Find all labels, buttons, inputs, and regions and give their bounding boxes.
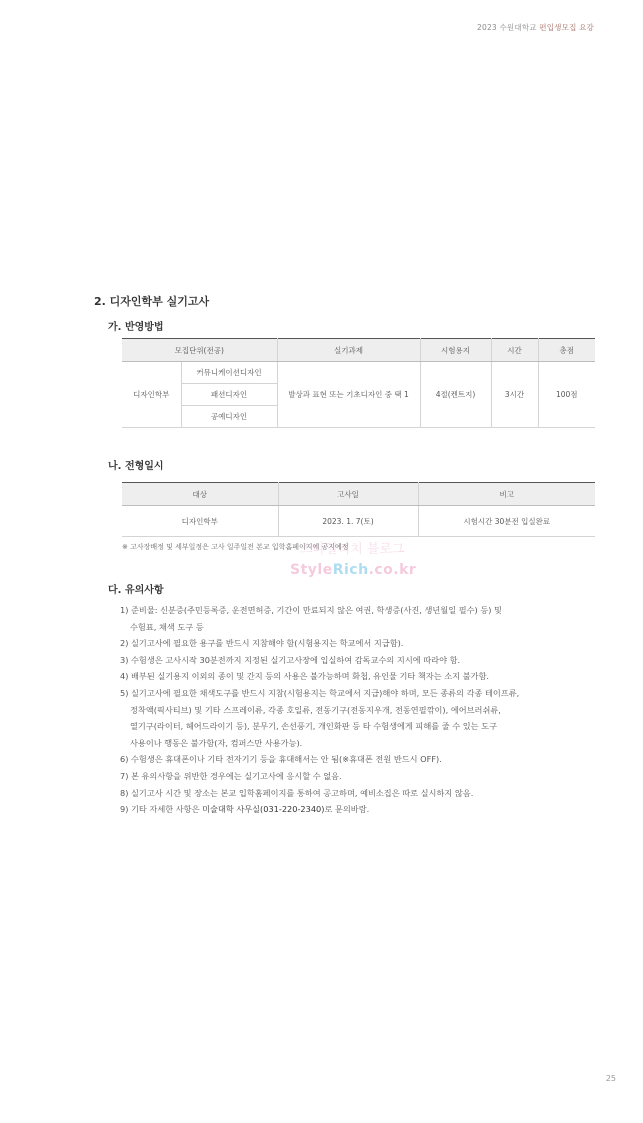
col-header-target: 대상 [122, 483, 278, 506]
subsection-c-title: 다. 유의사항 [108, 585, 164, 596]
date-cell: 2023. 1. 7(토) [278, 506, 418, 537]
page-number: 25 [605, 1074, 616, 1083]
watermark-part2: Rich [332, 562, 369, 578]
col-header-time: 시간 [491, 339, 538, 362]
col-header-score: 총점 [538, 339, 595, 362]
major-cell: 패션디자인 [181, 384, 277, 406]
section-title: 2. 디자인학부 실기고사 [94, 295, 210, 308]
page-header [477, 22, 594, 33]
col-header-task: 실기과제 [277, 339, 420, 362]
watermark [290, 562, 416, 578]
watermark-part3: .co.kr [368, 562, 417, 578]
list-item: 1) 준비물: 신분증(주민등록증, 운전면허증, 기간이 만료되지 않은 여권, 학생증(사진, 생년월일 필수) 등) 및 [120, 605, 502, 615]
col-header-date: 고사일 [278, 483, 418, 506]
paper-cell: 4절(켄트지) [420, 362, 491, 428]
col-header-paper: 시험용지 [420, 339, 491, 362]
faculty-cell: 디자인학부 [122, 362, 181, 428]
watermark-korean: 스타일리치 블로그 [300, 542, 405, 557]
list-item: 4) 배부된 실기용지 이외의 종이 및 간지 등의 사용은 불가능하며 화첩, 유인물 기타 책자는 소지 불가함. [120, 671, 490, 682]
contact-suffix: 로 문의바람. [324, 804, 370, 815]
precautions-list [120, 602, 600, 818]
list-item-continuation: 정착액(픽사티브) 및 기타 스프레이류, 각종 호일류, 전동기구(전동지우개, 전동연필깎이), 에어브러쉬류, [130, 704, 501, 715]
list-item-contact [120, 801, 600, 818]
subsection-a-title: 가. 반영방법 [108, 322, 164, 333]
list-item: 3) 수험생은 고사시작 30분전까지 지정된 실기고사장에 입실하여 감독교수의 지시에 따라야 함. [120, 654, 461, 665]
subsection-b-title: 나. 전형일시 [108, 461, 164, 472]
watermark-part1: Style [290, 562, 333, 578]
reflection-method-table [122, 338, 595, 428]
list-item-continuation: 열기구(라이터, 헤어드라이기 등), 분무기, 손선풍기, 개인화판 등 타 수험생에게 피해를 줄 수 있는 도구 [130, 721, 497, 732]
major-cell: 공예디자인 [181, 406, 277, 428]
list-item: 6) 수험생은 휴대폰이나 기타 전자기기 등을 휴대해서는 안 됨(※휴대폰 전원 반드시 OFF). [120, 754, 442, 765]
col-header-remark: 비고 [418, 483, 595, 506]
major-cell: 커뮤니케이션디자인 [181, 362, 277, 384]
target-cell: 디자인학부 [122, 506, 278, 537]
list-item: 8) 실기고사 시간 및 장소는 본교 입학홈페이지를 통하여 공고하며, 예비소집은 따로 실시하지 않음. [120, 787, 474, 798]
header-text: 2023 수원대학교 [477, 23, 540, 32]
list-item: 5) 실기고사에 필요한 채색도구를 반드시 지참(시험용지는 학교에서 지급)해야 하며, 모든 종류의 각종 테이프류, [120, 687, 520, 698]
schedule-note: ※ 고사장배정 및 세부일정은 고사 일주일전 본교 입학홈페이지에 공지예정 [122, 543, 349, 551]
list-item: 7) 본 유의사항을 위반한 경우에는 실기고사에 응시할 수 없음. [120, 770, 342, 781]
list-item: 2) 실기고사에 필요한 용구를 반드시 지참해야 함(시험용지는 학교에서 지급함). [120, 638, 404, 649]
schedule-table [122, 482, 595, 537]
contact-office: 미술대학 사무실(031-220-2340) [202, 804, 325, 815]
time-cell: 3시간 [491, 362, 538, 428]
col-header-unit: 모집단위(전공) [122, 339, 277, 362]
remark-cell: 시험시간 30분전 입실완료 [418, 506, 595, 537]
contact-prefix: 9) 기타 자세한 사항은 [120, 804, 203, 815]
task-cell: 발상과 표현 또는 기초디자인 중 택 1 [277, 362, 420, 428]
score-cell: 100점 [538, 362, 595, 428]
header-highlight: 편입생모집 요강 [539, 23, 594, 32]
list-item-continuation: 사용이나 행동은 불가함(자, 컴퍼스만 사용가능). [130, 737, 303, 748]
list-item-continuation: 수험표, 채색 도구 등 [130, 621, 204, 632]
